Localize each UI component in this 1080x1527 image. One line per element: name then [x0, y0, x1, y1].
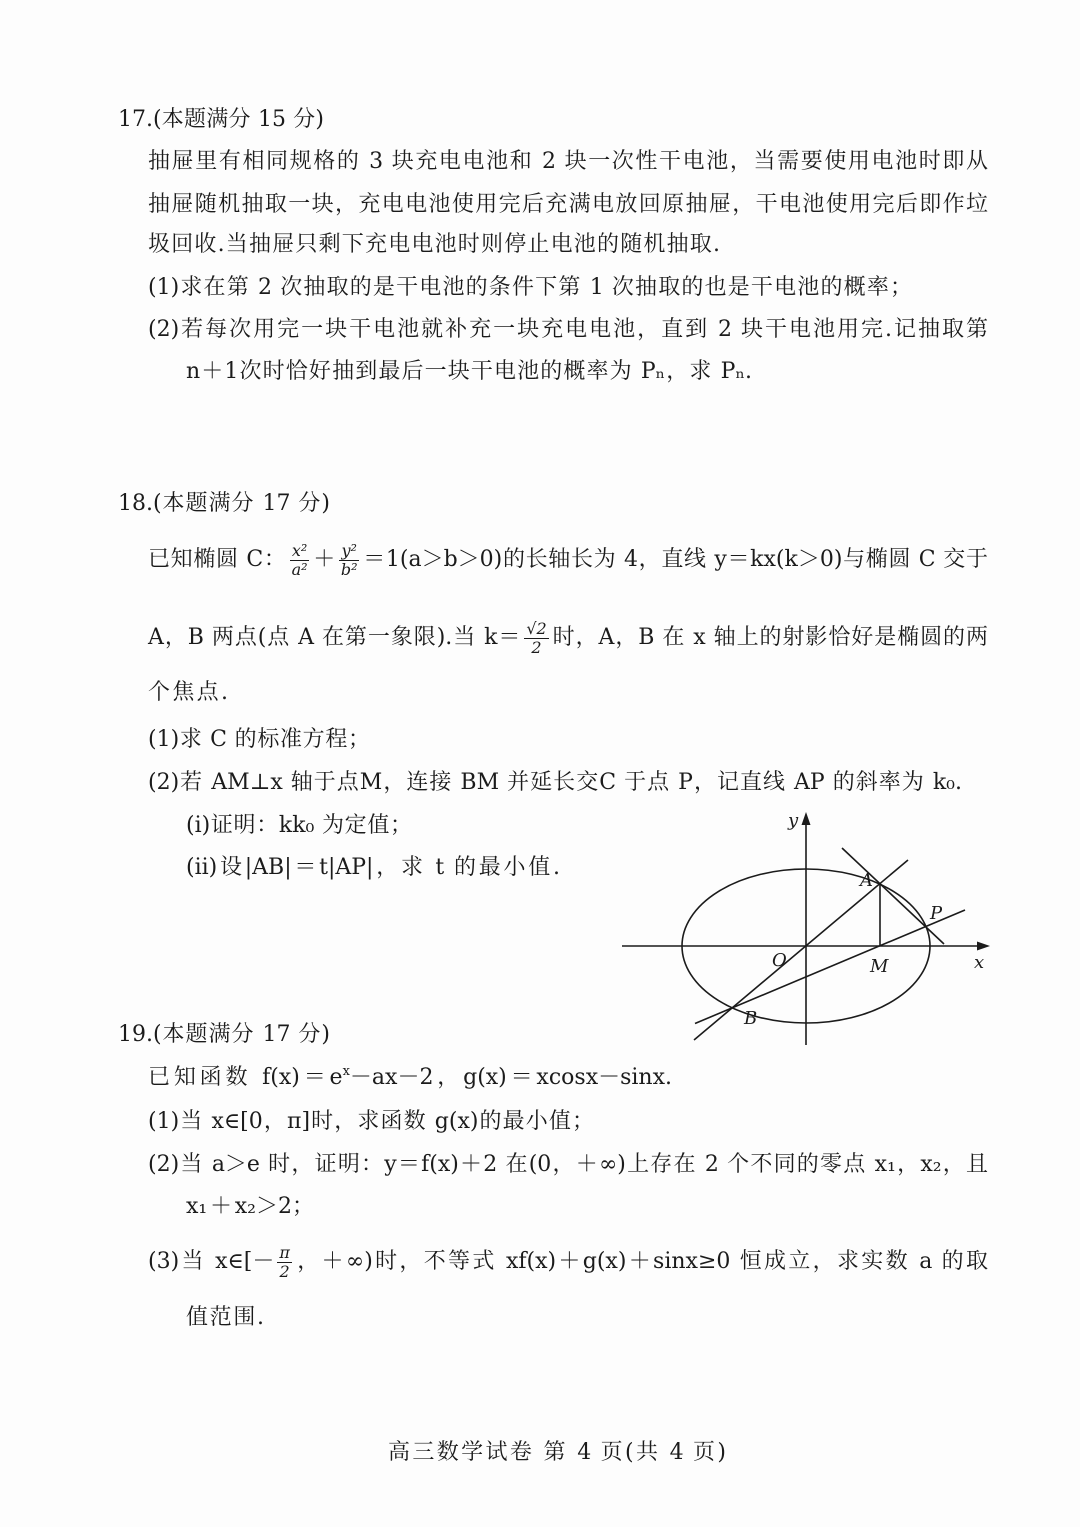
q19-part2-line: (2)当 a＞e 时，证明：y＝f(x)＋2 在(0，＋∞)上存在 2 个不同的零点 x₁，x₂，且	[148, 1152, 988, 1177]
q19-header: 19.(本题满分 17 分)	[118, 1022, 330, 1047]
q17-stem-line: 抽屉随机抽取一块，充电电池使用完后充满电放回原抽屉，干电池使用完后即作垃	[148, 192, 988, 217]
q19-part2-line: x₁＋x₂＞2；	[186, 1194, 314, 1219]
q19-line1-post: －ax－2，g(x)＝xcosx－sinx.	[349, 1065, 673, 1090]
q18-stem-line	[148, 618, 988, 657]
fraction-y2-over-b2	[339, 542, 360, 579]
q19-part3-post: ，＋∞)时，不等式 xf(x)＋g(x)＋sinx≥0 恒成立，求实数 a 的取	[294, 1249, 988, 1274]
q17-part2-line: n＋1次时恰好抽到最后一块干电池的概率为 Pₙ，求 Pₙ.	[186, 359, 752, 384]
fraction-numerator: y²	[341, 540, 357, 560]
fraction-pi-over-2	[277, 1244, 292, 1281]
fraction-x2-over-a2	[290, 542, 310, 579]
line-bp	[695, 910, 965, 1024]
fraction-denominator: b²	[340, 559, 358, 579]
q19-part1: (1)当 x∈[0，π]时，求函数 g(x)的最小值；	[148, 1109, 594, 1134]
q19-line1-pre: 已知函数 f(x)＝e	[148, 1065, 343, 1090]
q18-line2-pre: A，B 两点(点 A 在第一象限).当 k＝	[148, 625, 522, 650]
line-ap	[842, 848, 944, 944]
q18-stem-line	[148, 540, 988, 579]
fraction-numerator: √2	[526, 618, 547, 638]
q17-part2-line: (2)若每次用完一块干电池就补充一块充电电池，直到 2 块干电池用完.记抽取第	[148, 317, 988, 342]
q17-stem-line: 抽屉里有相同规格的 3 块充电电池和 2 块一次性干电池，当需要使用电池时即从	[148, 149, 988, 174]
q18-line1-pre: 已知椭圆 C：	[148, 547, 287, 572]
q19-part3-line	[148, 1242, 988, 1281]
q18-header: 18.(本题满分 17 分)	[118, 491, 330, 516]
q18-stem-line: 个焦点.	[148, 680, 228, 705]
plus-sign: ＋	[312, 547, 336, 572]
q18-part2-ii: (ii)设|AB|＝t|AP|，求 t 的最小值.	[186, 855, 560, 880]
label-y-axis: y	[788, 810, 799, 831]
label-point-p: P	[930, 903, 943, 924]
label-point-a: A	[860, 870, 873, 891]
fraction-denominator: 2	[531, 637, 542, 657]
ellipse-figure	[600, 800, 1000, 1050]
label-point-m: M	[870, 956, 889, 977]
q17-part1: (1)求在第 2 次抽取的是干电池的条件下第 1 次抽取的也是干电池的概率；	[148, 275, 912, 300]
q19-stem-line	[148, 1064, 672, 1092]
q19-part3-line: 值范围.	[186, 1305, 264, 1330]
page-footer: 高三数学试卷 第 4 页(共 4 页)	[388, 1440, 726, 1465]
y-axis-arrow	[802, 812, 811, 825]
q18-part2: (2)若 AM⊥x 轴于点M，连接 BM 并延长交C 于点 P，记直线 AP 的斜率为 k₀.	[148, 770, 962, 795]
exponent-x: x	[342, 1064, 350, 1079]
x-axis-arrow	[977, 942, 990, 951]
q18-line2-post: 时，A，B 在 x 轴上的射影恰好是椭圆的两	[551, 625, 988, 650]
fraction-denominator: a²	[291, 559, 308, 579]
q18-part2-i: (i)证明：kk₀ 为定值；	[186, 813, 412, 838]
label-origin-o: O	[772, 950, 787, 971]
q17-header: 17.(本题满分 15 分)	[118, 107, 324, 132]
q18-line1-post: ＝1(a＞b＞0)的长轴长为 4，直线 y＝kx(k＞0)与椭圆 C 交于	[362, 547, 988, 572]
q17-stem-line: 圾回收.当抽屉只剩下充电电池时则停止电池的随机抽取.	[148, 232, 720, 257]
fraction-denominator: 2	[279, 1261, 290, 1281]
fraction-numerator: π	[279, 1242, 290, 1262]
q19-part3-pre: (3)当 x∈[－	[148, 1249, 275, 1274]
fraction-numerator: x²	[291, 540, 308, 560]
fraction-sqrt2-over-2	[524, 620, 548, 657]
label-point-b: B	[744, 1008, 758, 1029]
q18-part1: (1)求 C 的标准方程；	[148, 727, 370, 752]
label-x-axis: x	[974, 952, 985, 973]
